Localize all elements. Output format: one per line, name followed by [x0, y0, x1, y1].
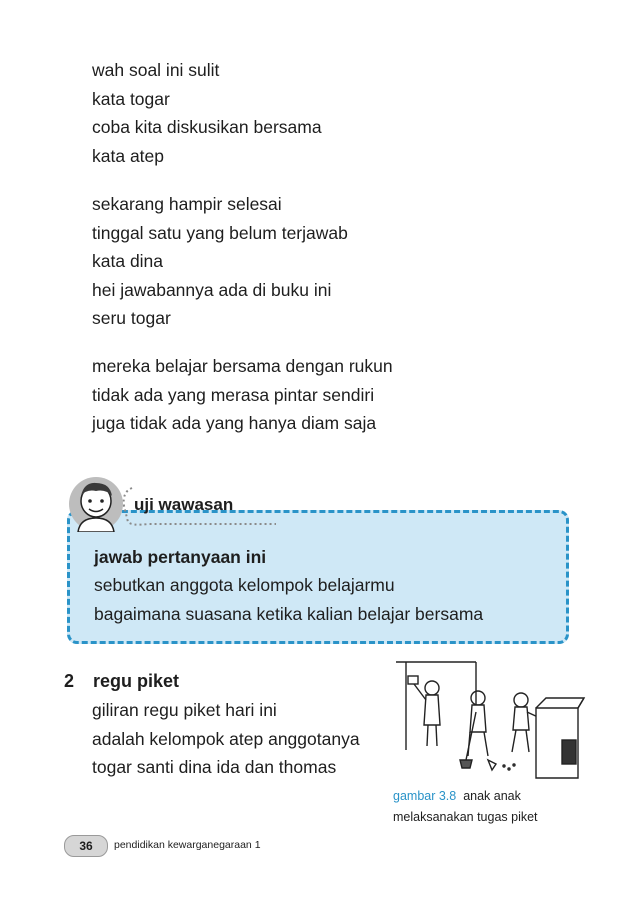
text-line: kata dina: [92, 251, 164, 271]
figure-caption-line-2: melaksanakan tugas piket: [393, 810, 538, 824]
section-body: [92, 696, 360, 782]
stanza-3: [92, 352, 393, 438]
stanza-1: [92, 56, 322, 170]
quiz-question: bagaimana suasana ketika kalian belajar bersama: [94, 603, 484, 624]
quiz-questions: [94, 571, 483, 628]
text-line: seru togar: [92, 308, 171, 328]
quiz-tab-label: uji wawasan: [134, 495, 234, 514]
quiz-question: sebutkan anggota kelompok belajarmu: [94, 575, 395, 595]
stanza-2: [92, 190, 348, 333]
text-line: coba kita diskusikan bersama: [92, 117, 322, 137]
figure-caption: [393, 785, 521, 807]
text-line: mereka belajar bersama dengan rukun: [92, 356, 393, 376]
text-line: wah soal ini sulit: [92, 60, 220, 80]
boy-mascot-icon: [66, 474, 126, 532]
page-number: 36: [64, 835, 108, 857]
text-line: adalah kelompok atep anggotanya: [92, 728, 360, 749]
text-line: kata atep: [92, 145, 164, 166]
text-line: tinggal satu yang belum terjawab: [92, 222, 348, 243]
section-title: regu piket: [93, 671, 180, 691]
text-line: sekarang hampir selesai: [92, 194, 282, 214]
figure-caption-line-1: anak anak: [463, 789, 521, 803]
quiz-title: jawab pertanyaan ini: [94, 547, 267, 567]
text-line: togar santi dina ida dan thomas: [92, 757, 337, 777]
figure-label: gambar 3.8: [393, 789, 457, 803]
text-line: giliran regu piket hari ini: [92, 700, 277, 720]
text-line: juga tidak ada yang hanya diam saja: [92, 413, 377, 433]
text-line: tidak ada yang merasa pintar sendiri: [92, 384, 375, 405]
text-line: hei jawabannya ada di buku ini: [92, 279, 332, 300]
children-cleaning-illustration: [396, 660, 586, 790]
text-line: kata togar: [92, 88, 170, 109]
book-title: pendidikan kewarganegaraan 1: [114, 839, 261, 851]
section-number: 2: [64, 671, 75, 691]
